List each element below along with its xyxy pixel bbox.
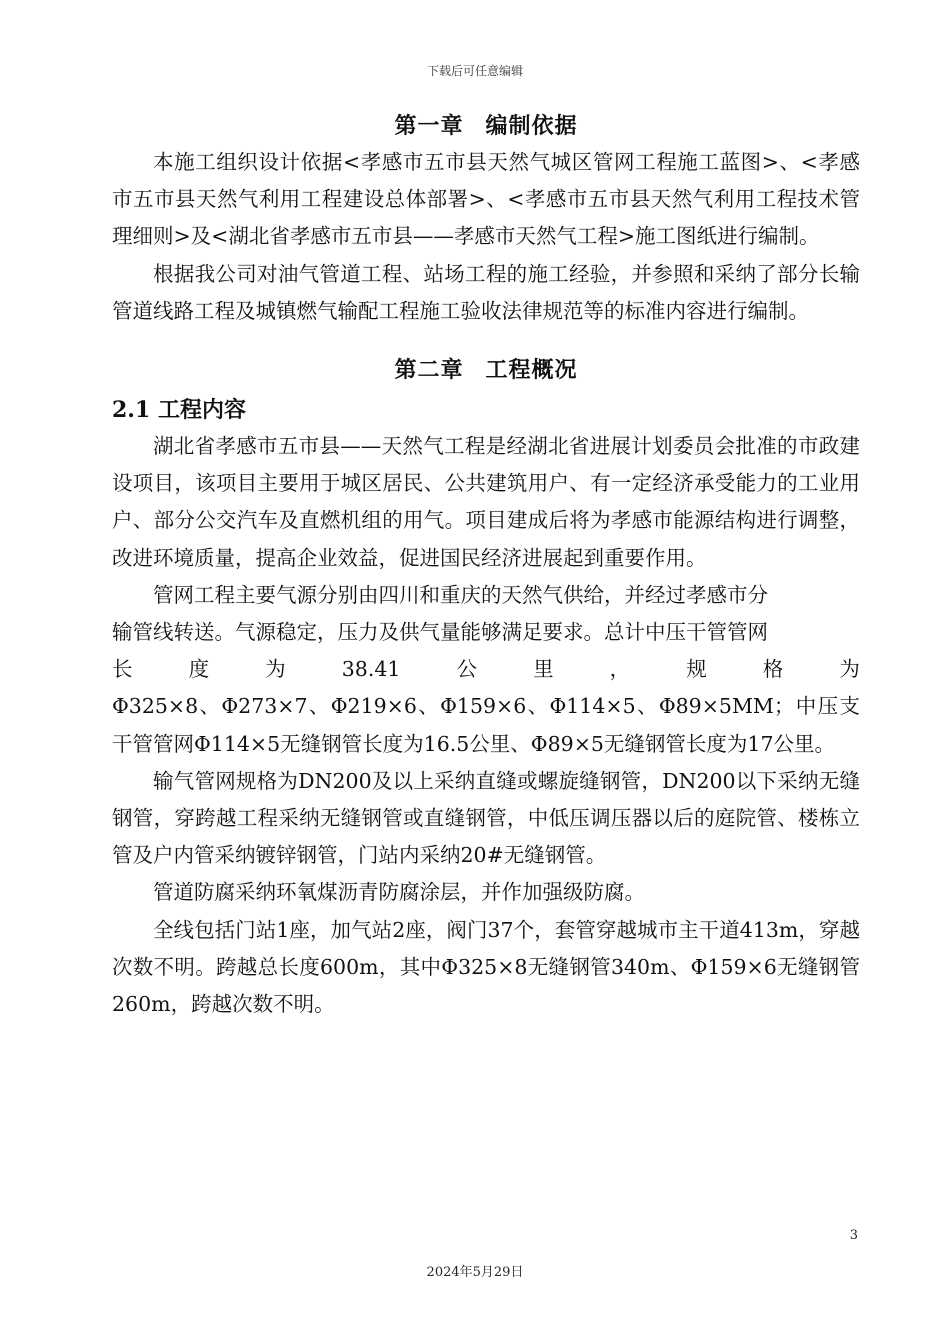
section-title: 工程内容 xyxy=(157,397,246,424)
page-date: 2024年5月29日 xyxy=(426,1265,524,1280)
chapter-1-number: 第一章 xyxy=(394,113,464,139)
chapter-2-title: 工程概况 xyxy=(485,357,578,384)
spread-char: 38.41 xyxy=(341,657,401,682)
section-2-1-heading xyxy=(112,392,860,428)
section-number: 2.1 xyxy=(112,397,151,424)
page-header-note: 下载后可任意编辑 xyxy=(426,64,523,78)
chapter-1-title: 编制依据 xyxy=(485,113,578,139)
chapter-1-heading xyxy=(112,108,860,144)
spread-char: 公 xyxy=(456,657,477,682)
chapter-1-paragraph-2: 根据我公司对油气管道工程、站场工程的施工经验，并参照和采纳了部分长输管道线路工程及城镇燃气输配工程施工验收法律规范等的标准内容进行编制。 xyxy=(112,261,860,323)
section-paragraph-anticorrosion: 管道防腐采纳环氧煤沥青防腐涂层，并作加强级防腐。 xyxy=(153,880,645,905)
spread-char: 格 xyxy=(762,657,784,682)
spread-char: 规 xyxy=(686,657,707,682)
section-paragraph-gas-source-line-2: 输管线转送。气源稳定，压力及供气量能够满足要求。总计中压干管管网 xyxy=(112,620,768,645)
chapter-1-paragraph-1: 本施工组织设计依据<孝感市五市县天然气城区管网工程施工蓝图>、<孝感市五市县天然气利用工程建设总体部署>、<孝感市五市县天然气利用工程技术管理细则>及<湖北省孝感市五市县——孝感市天然气工程>施工图纸进行编制。 xyxy=(112,150,860,249)
document-body xyxy=(112,108,860,1023)
page-number: 3 xyxy=(849,1228,858,1243)
justified-length-line xyxy=(112,651,860,688)
spread-char: 度 xyxy=(188,657,210,682)
section-paragraph-project-purpose: 湖北省孝感市五市县——天然气工程是经湖北省进展计划委员会批准的市政建设项目，该项目主要用于城区居民、公共建筑用户、有一定经济承受能力的工业用户、部分公交汽车及直燃机组的用气。项目建成后将为孝感市能源结构进行调整，改进环境质量，提高企业效益，促进国民经济进展起到重要作用。 xyxy=(112,434,860,570)
spread-char: 为 xyxy=(265,657,286,682)
section-paragraph-stations: 全线包括门站1座，加气站2座，阀门37个，套管穿越城市主干道413m，穿越次数不明。跨越总长度600m，其中Φ325×8无缝钢管340m、Φ159×6无缝钢管260m，跨越次数不明。 xyxy=(112,917,860,1017)
spread-char: 长 xyxy=(112,657,133,682)
chapter-2-number: 第二章 xyxy=(394,357,464,384)
section-paragraph-pipe-materials: 输气管网规格为DN200及以上采纳直缝或螺旋缝钢管，DN200以下采纳无缝钢管，穿跨越工程采纳无缝钢管或直缝钢管，中低压调压器以后的庭院管、楼栋立管及户内管采纳镀锌钢管，门站内采纳20#无缝钢管。 xyxy=(112,768,860,868)
section-paragraph-pipe-specs: Φ325×8、Φ273×7、Φ219×6、Φ159×6、Φ114×5、Φ89×5MM；中压支干管管网Φ114×5无缝钢管长度为16.5公里、Φ89×5无缝钢管长度为17公里。 xyxy=(112,694,860,756)
section-paragraph-gas-source-line-1: 管网工程主要气源分别由四川和重庆的天然气供给，并经过孝感市分 xyxy=(153,582,768,607)
chapter-2-heading xyxy=(112,352,860,388)
spread-char: ， xyxy=(609,657,631,682)
spread-char: 里 xyxy=(533,657,554,682)
spread-char: 为 xyxy=(839,657,860,682)
